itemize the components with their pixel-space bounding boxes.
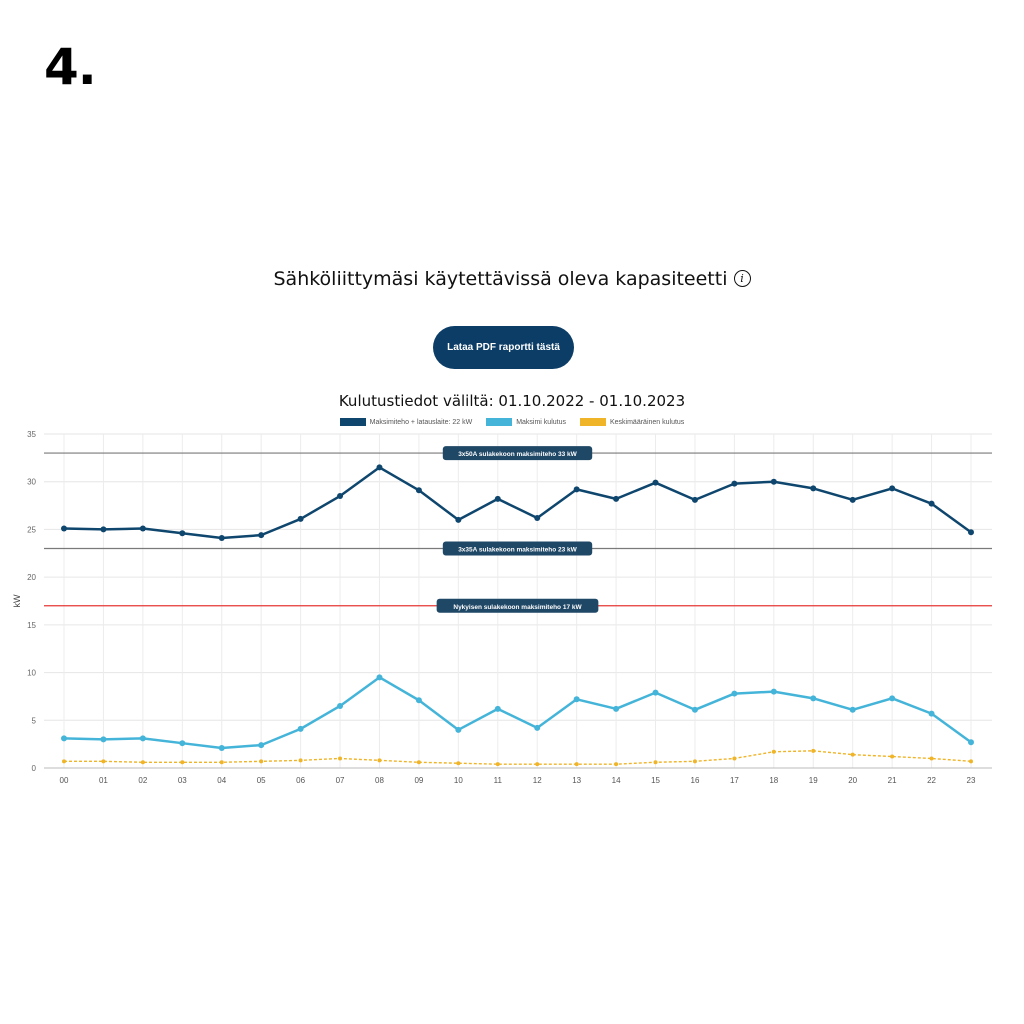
series-2-point [141, 760, 145, 764]
series-0-point [337, 493, 343, 499]
series-1-point [219, 745, 225, 751]
x-tick-label: 14 [611, 776, 621, 785]
x-tick-label: 22 [927, 776, 937, 785]
series-2-point [417, 760, 421, 764]
series-1-point [692, 707, 698, 713]
series-2-point [890, 755, 894, 759]
series-0-point [100, 526, 106, 532]
x-tick-label: 02 [138, 776, 148, 785]
series-0-point [889, 485, 895, 491]
x-tick-label: 19 [808, 776, 818, 785]
series-2-point [693, 759, 697, 763]
x-tick-label: 04 [217, 776, 227, 785]
series-0-point [653, 480, 659, 486]
x-tick-label: 00 [59, 776, 69, 785]
y-tick-label: 25 [27, 525, 36, 535]
series-2-point [259, 759, 263, 763]
series-2-point [811, 749, 815, 753]
series-1-point [179, 740, 185, 746]
series-2-point [62, 759, 66, 763]
legend-label-max-plus-charger: Maksimiteho + latauslaite: 22 kW [369, 418, 473, 426]
x-tick-label: 16 [690, 776, 700, 785]
y-tick-label: 10 [27, 668, 36, 678]
series-1-point [258, 742, 264, 748]
y-tick-label: 15 [27, 620, 36, 630]
series-2-point [732, 756, 736, 760]
series-1-point [653, 690, 659, 696]
series-line-0 [64, 467, 971, 538]
series-2-point [180, 760, 184, 764]
series-1-point [850, 707, 856, 713]
x-tick-label: 18 [769, 776, 779, 785]
series-1-point [968, 739, 974, 745]
series-1-point [810, 695, 816, 701]
series-1-point [574, 696, 580, 702]
series-2-point [377, 758, 381, 762]
series-1-point [495, 706, 501, 712]
series-0-point [968, 529, 974, 535]
series-1-point [61, 735, 67, 741]
info-icon[interactable]: i [734, 270, 751, 287]
x-tick-label: 05 [256, 776, 266, 785]
series-0-point [731, 481, 737, 487]
legend-label-avg-consumption: Keskimääräinen kulutus [609, 418, 685, 426]
x-tick-label: 20 [848, 776, 858, 785]
chart-subtitle: Kulutustiedot väliltä: 01.10.2022 - 01.10.2023 [338, 392, 686, 410]
series-2-point [535, 762, 539, 766]
y-tick-label: 30 [27, 477, 36, 487]
series-1-point [889, 695, 895, 701]
series-2-point [299, 758, 303, 762]
series-0-point [574, 486, 580, 492]
series-0-point [850, 497, 856, 503]
series-0-point [376, 464, 382, 470]
y-axis-label: kW [12, 594, 22, 608]
capacity-heading-text: Sähköliittymäsi käytettävissä oleva kapasiteetti [273, 268, 728, 290]
series-0-point [613, 496, 619, 502]
x-tick-label: 11 [493, 776, 502, 785]
x-tick-label: 03 [177, 776, 187, 785]
step-number: 4. [44, 38, 96, 96]
x-tick-label: 21 [887, 776, 897, 785]
x-tick-label: 13 [572, 776, 582, 785]
series-2-point [614, 762, 618, 766]
series-2-point [772, 750, 776, 754]
y-tick-label: 5 [31, 716, 36, 726]
download-pdf-button[interactable]: Lataa PDF raportti tästä [433, 326, 574, 369]
x-tick-label: 06 [296, 776, 306, 785]
series-1-point [929, 711, 935, 717]
series-line-1 [64, 677, 971, 748]
legend-label-max-consumption: Maksimi kulutus [516, 418, 566, 426]
y-tick-label: 0 [31, 764, 36, 773]
reference-label: Nykyisen sulakekoon maksimiteho 17 kW [453, 603, 582, 611]
series-2-point [851, 753, 855, 757]
series-0-point [929, 501, 935, 507]
series-1-point [731, 691, 737, 697]
x-tick-label: 07 [335, 776, 345, 785]
series-2-point [654, 760, 658, 764]
series-line-2 [64, 751, 971, 764]
series-2-point [496, 762, 500, 766]
series-1-point [771, 689, 777, 695]
series-2-point [575, 762, 579, 766]
x-tick-label: 09 [414, 776, 424, 785]
y-tick-label: 20 [27, 573, 36, 583]
series-0-point [810, 485, 816, 491]
series-0-point [416, 487, 422, 493]
series-0-point [534, 515, 540, 521]
series-0-point [219, 535, 225, 541]
series-1-point [534, 725, 540, 731]
series-2-point [930, 756, 934, 760]
series-2-point [220, 760, 224, 764]
series-1-point [416, 697, 422, 703]
series-0-point [179, 530, 185, 536]
x-tick-label: 17 [729, 776, 739, 785]
series-0-point [455, 517, 461, 523]
series-1-point [100, 736, 106, 742]
x-tick-label: 08 [375, 776, 384, 785]
series-1-point [376, 674, 382, 680]
series-1-point [455, 727, 461, 733]
series-2-point [969, 759, 973, 763]
series-0-point [61, 525, 67, 531]
x-tick-label: 15 [651, 776, 660, 785]
series-1-point [140, 735, 146, 741]
series-0-point [140, 525, 146, 531]
series-1-point [337, 703, 343, 709]
series-1-point [613, 706, 619, 712]
x-tick-label: 12 [532, 776, 542, 785]
series-2-point [456, 761, 460, 765]
x-tick-label: 23 [966, 776, 976, 785]
series-0-point [298, 516, 304, 522]
reference-label: 3x35A sulakekoon maksimiteho 23 kW [458, 546, 577, 554]
series-1-point [298, 726, 304, 732]
series-0-point [258, 532, 264, 538]
x-tick-label: 01 [98, 776, 108, 785]
series-0-point [495, 496, 501, 502]
x-tick-label: 10 [453, 776, 463, 785]
series-2-point [338, 756, 342, 760]
series-0-point [771, 479, 777, 485]
series-0-point [692, 497, 698, 503]
reference-label: 3x50A sulakekoon maksimiteho 33 kW [458, 451, 577, 459]
series-2-point [101, 759, 105, 763]
y-tick-label: 35 [27, 430, 36, 439]
